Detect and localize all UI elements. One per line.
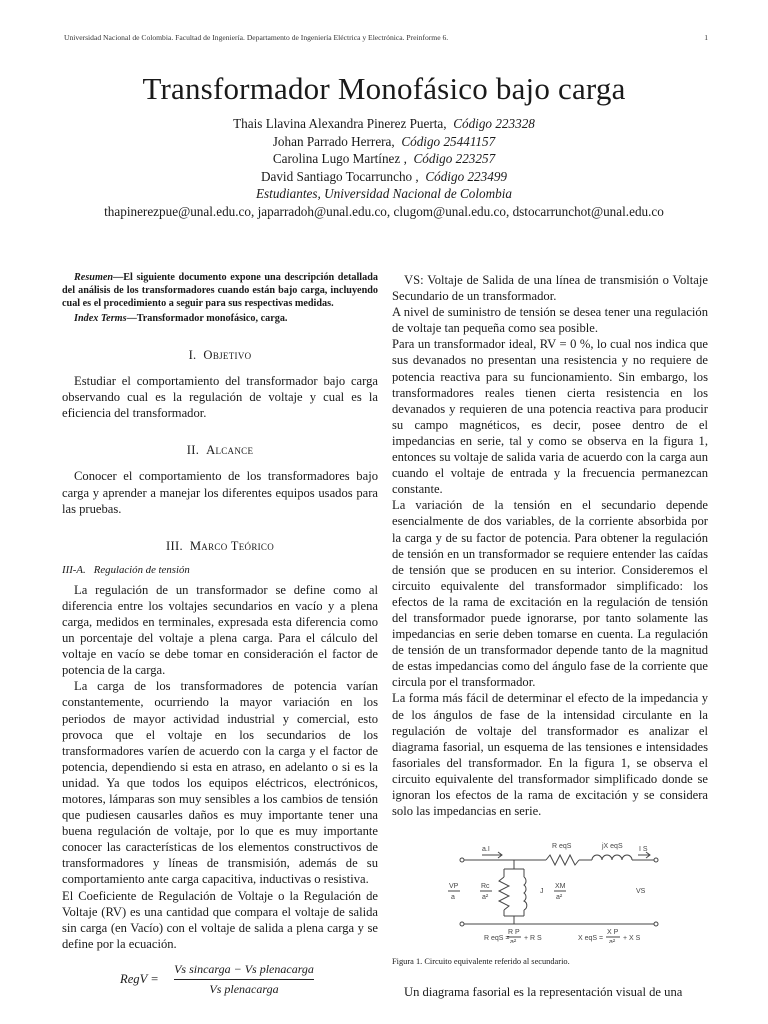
label-req-formula-lhs: R eqS = bbox=[484, 935, 510, 943]
subsection-title: Regulación de tensión bbox=[93, 563, 190, 576]
author-code: Código 223499 bbox=[425, 168, 508, 184]
subsection-heading bbox=[62, 564, 378, 576]
running-head bbox=[64, 33, 708, 42]
page-number: 1 bbox=[704, 33, 708, 42]
label-jxm-j: J bbox=[540, 888, 544, 896]
equivalent-circuit-diagram bbox=[392, 833, 708, 943]
section-alcance-text: Conocer el comportamiento de los transformadores bajo carga y aprender a manejar los diferentes equipos usados para las pruebas. bbox=[62, 469, 378, 516]
author-name: David Santiago Tocarruncho , bbox=[260, 168, 419, 184]
paragraph: La variación de la tensión en el secundario depende esencialmente de dos variables, de la corriente absorbida por la carga y de su factor de potencia. Para obtener la regulación de tensión en un transformador se requiere entender las caídas de tensión que se producen en su interior. Consideremos el circuito equivalente del transformador simplificado: los efectos de la rama de excitación en la regulación de tensión del transformador puede ignorarse, por tanto solamente las impedancias en serie deben tomarse en cuenta. La regulación de tensión de un transformador depende tanto de la magnitud de estas impedancias como del ángulo fase de la corriente que circula por el transformador. bbox=[392, 498, 708, 690]
section-number: I. bbox=[188, 348, 197, 363]
inductor-xm bbox=[524, 877, 527, 910]
author-line bbox=[0, 150, 768, 168]
terminal-node bbox=[654, 858, 658, 862]
label-ia: a.I bbox=[482, 846, 490, 854]
figure-caption: Figura 1. Circuito equivalente referido al secundario. bbox=[392, 957, 570, 967]
label-vp-den: a bbox=[451, 894, 455, 902]
label-req-formula-num: R P bbox=[508, 929, 520, 937]
paragraph: VS: Voltaje de Salida de una línea de transmisión o Voltaje Secundario de un transformador. bbox=[392, 273, 708, 304]
index-terms bbox=[62, 313, 378, 326]
author-line bbox=[0, 168, 768, 186]
paragraph: La forma más fácil de determinar el efecto de la impedancia y de los ángulos de fase de la intensidad circulante en la regulación de voltaje del transformador es analizar el diagrama fasorial, un esquema de las tensiones e intensidades fasoriales del transformador. En la figura 1, se observa el circuito equivalente del transformador simplificado donde se ignoran los efectos de la rama de excitación y se considera solo las impedancias en serie. bbox=[392, 691, 708, 819]
terminal-node bbox=[654, 922, 658, 926]
label-xeq-formula-rhs: + X S bbox=[623, 935, 641, 943]
label-req-formula-rhs: + R S bbox=[524, 935, 542, 943]
author-code: Código 223257 bbox=[413, 151, 496, 167]
abstract-text: —El siguiente documento expone una descripción detallada del análisis de los transformadores cuando están bajo carga, incluyendo cual es el procedimiento a seguir para sus respectivas medidas. bbox=[62, 272, 378, 309]
affiliation: Estudiantes, Universidad Nacional de Colombia bbox=[255, 186, 513, 202]
regulation-equation bbox=[62, 962, 378, 1002]
label-vs: VS bbox=[636, 888, 646, 896]
label-xeq-formula-num: X P bbox=[607, 929, 619, 937]
label-xeq-formula-lhs: X eqS = bbox=[578, 935, 604, 943]
paragraph: La carga de los transformadores de potencia varían constantemente, ocurriendo la mayor variación en los periodos de mayor actividad industrial y comercial, esto provoca que el voltaje en los secundarios de los transformadores varíen de acuerdo con la carga y el factor de potencia, dependiendo si esta en atraso, en adelanto o si es la unidad. Ya que todos los equipos eléctricos, electrónicos, motores, lámparas son muy sensibles a los cambios de tensión que pudiesen causarles daños es muy importante tener una buena regulación de voltaje, por lo que es muy importante conocer las características de los elementos constructivos de transformadores y líneas de transmisión, además de su comportamiento ante carga capacitiva, inductivas o resistiva. bbox=[62, 679, 378, 887]
equation-denominator: Vs plenacarga bbox=[209, 981, 279, 996]
section-title: Marco Teórico bbox=[189, 538, 275, 553]
section-number: III. bbox=[165, 538, 183, 553]
author-name: Thais Llavina Alexandra Pinerez Puerta, bbox=[233, 116, 447, 131]
label-xm: XM bbox=[555, 883, 566, 891]
index-terms-label: Index Terms bbox=[74, 313, 127, 325]
running-head-text: Universidad Nacional de Colombia. Facultad de Ingeniería. Departamento de Ingeniería Eléctrica y Electrónica. Preinforme 6. bbox=[64, 33, 449, 42]
author-name: Carolina Lugo Martínez , bbox=[272, 151, 407, 167]
label-rc: Rc bbox=[481, 883, 490, 891]
label-is: I S bbox=[639, 846, 648, 854]
paragraph: A nivel de suministro de tensión se desea tener una regulación de voltaje tan pequeña como sea posible. bbox=[392, 305, 708, 336]
label-rc-den: a² bbox=[482, 894, 489, 902]
author-code: Código 25441157 bbox=[401, 133, 496, 149]
section-title: Objetivo bbox=[203, 348, 252, 363]
paper-title: Transformador Monofásico bajo carga bbox=[142, 71, 626, 106]
subsection-number: III-A. bbox=[62, 563, 86, 576]
label-jxeqs: jX eqS bbox=[602, 843, 623, 851]
label-reqs: R eqS bbox=[552, 843, 572, 851]
label-vp: VP bbox=[449, 883, 459, 891]
section-number: II. bbox=[186, 443, 200, 458]
equation-fraction bbox=[174, 962, 314, 997]
label-req-formula-den: a² bbox=[510, 939, 517, 944]
terminal-node bbox=[460, 922, 464, 926]
paragraph: Un diagrama fasorial es la representación visual de una bbox=[404, 985, 683, 1000]
label-xeq-formula-den: a² bbox=[609, 939, 616, 944]
section-heading-objetivo bbox=[62, 348, 378, 363]
author-block bbox=[0, 115, 768, 221]
author-code: Código 223328 bbox=[453, 116, 535, 131]
right-column bbox=[392, 272, 708, 1000]
label-xm-den: a² bbox=[556, 894, 563, 902]
inductor-jxeqs bbox=[592, 855, 632, 860]
resistor-reqs bbox=[546, 855, 579, 865]
abstract bbox=[62, 272, 378, 310]
left-column bbox=[62, 272, 378, 1002]
equation-numerator: Vs sincarga − Vs plenacarga bbox=[174, 962, 314, 980]
author-line bbox=[0, 115, 768, 133]
index-terms-text: —Transformador monofásico, carga. bbox=[126, 313, 288, 325]
paragraph: La regulación de un transformador se define como al diferencia entre los voltajes secundarios en vacío y a plena carga, medidos en terminales, expresada esta diferencia como un porcentaje del voltaje a plena carga. Para el cálculo del voltaje en vacío se debe tomar en consideración el factor de potencia de la carga. bbox=[62, 582, 378, 678]
author-emails: thapinerezpue@unal.edu.co, japarradoh@unal.edu.co, clugom@unal.edu.co, dstocarrunchot@unal.edu.co bbox=[104, 203, 664, 219]
abstract-label: Resumen bbox=[74, 272, 114, 283]
circuit-figure bbox=[392, 833, 708, 943]
author-line bbox=[0, 133, 768, 151]
paragraph: El Coeficiente de Regulación de Voltaje o la Regulación de Voltaje (RV) es una cantidad que compara el voltaje de salida sin carga (en Vacío) con el voltaje de salida a plena carga y se define por la ecuación. bbox=[62, 888, 378, 951]
author-name: Johan Parrado Herrera, bbox=[272, 133, 395, 149]
terminal-node bbox=[460, 858, 464, 862]
section-heading-marco-teorico bbox=[62, 539, 378, 554]
paragraph: Para un transformador ideal, RV = 0 %, lo cual nos indica que sus devanados no presentan una resistencia y no requiere de potencia reactiva para su funcionamiento. Sin embargo, los transformadores reales tienen cierta resistencia en los devanados y requieren de una potencia reactiva para producir su campo magnéticos, es decir, posee dentro de el impedancias en serie, tal y como se observa en la figura 1, entonces su voltaje de salida varia de acuerdo con la carga aun cuando el voltaje de entrada y la frecuencia permanezcan constante. bbox=[392, 337, 708, 497]
section-title: Alcance bbox=[206, 443, 254, 458]
equation-lhs: RegV = bbox=[120, 971, 159, 986]
resistor-rc bbox=[499, 877, 509, 910]
section-objetivo-text: Estudiar el comportamiento del transformador bajo carga observando cual es la regulación de voltaje y cual es la eficiencia del transformador. bbox=[62, 374, 378, 421]
section-heading-alcance bbox=[62, 443, 378, 458]
